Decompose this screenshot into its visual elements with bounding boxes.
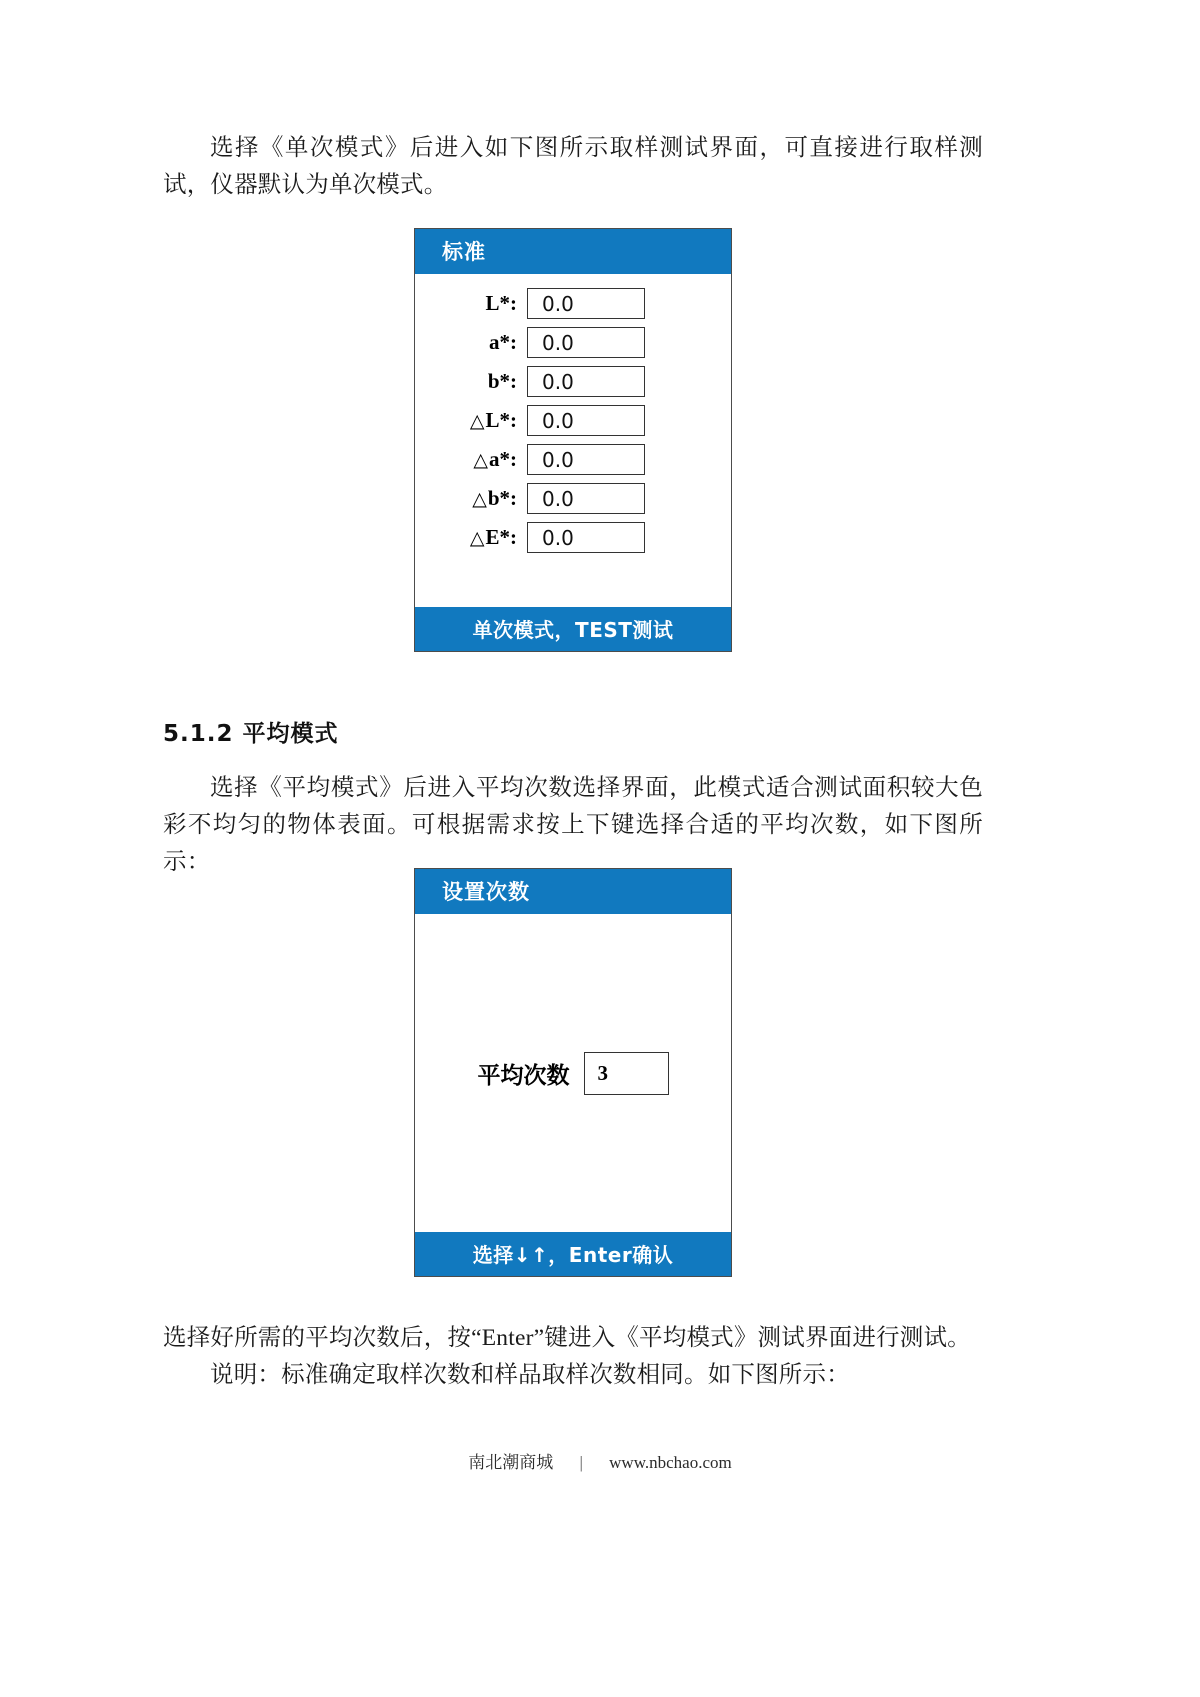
section-paragraph-block [163, 770, 983, 881]
field-label-delta-b [429, 486, 527, 511]
intro-paragraph-block [163, 130, 983, 204]
footer-site-name: 南北潮商城 [468, 1453, 554, 1472]
device-screen-average-wrapper [163, 868, 983, 1277]
footer-url: www.nbchao.com [609, 1453, 732, 1472]
field-row-l [415, 288, 731, 319]
average-count-label: 平均次数 [477, 1062, 570, 1088]
intro-paragraph: 选择《单次模式》后进入如下图所示取样测试界面，可直接进行取样测试，仪器默认为单次模式。 [163, 135, 983, 198]
section-heading-block [163, 715, 983, 748]
field-row-delta-l [415, 405, 731, 436]
screen-standard-title: 标准 [415, 229, 731, 274]
field-label-text-delta-l: L*: [485, 408, 517, 432]
section-paragraph: 选择《平均模式》后进入平均次数选择界面，此模式适合测试面积较大色彩不均匀的物体表面。可根据需求按上下键选择合适的平均次数，如下图所示： [163, 775, 983, 875]
field-row-delta-e [415, 522, 731, 553]
field-list-bottom-spacer [415, 561, 731, 597]
field-row-a [415, 327, 731, 358]
field-value-b[interactable]: 0.0 [527, 366, 645, 397]
field-label-delta-a [429, 447, 527, 472]
field-label-text-l: L*: [485, 291, 517, 315]
field-value-l[interactable]: 0.0 [527, 288, 645, 319]
field-row-delta-b [415, 483, 731, 514]
average-count-area [415, 914, 731, 1232]
field-label-a [429, 330, 527, 355]
screen-average-body [415, 914, 731, 1232]
field-label-l [429, 291, 527, 316]
field-label-delta-l [429, 408, 527, 433]
screen-average-statusbar: 选择↓↑，Enter确认 [415, 1232, 731, 1276]
device-screen-average [414, 868, 732, 1277]
closing-paragraph-1: 选择好所需的平均次数后，按“Enter”键进入《平均模式》测试界面进行测试。 [163, 1325, 971, 1351]
closing-paragraph-block [163, 1320, 983, 1394]
delta-triangle-icon: △ [469, 528, 485, 549]
field-label-delta-e [429, 525, 527, 550]
measurement-field-list [415, 274, 731, 607]
field-row-b [415, 366, 731, 397]
field-label-text-delta-b: b*: [487, 486, 517, 510]
page-footer [0, 1448, 1200, 1473]
closing-paragraph-2: 说明：标准确定取样次数和样品取样次数相同。如下图所示： [210, 1362, 850, 1388]
field-label-text-delta-a: a*: [489, 447, 517, 471]
field-value-delta-a[interactable]: 0.0 [527, 444, 645, 475]
average-count-row [478, 1052, 669, 1095]
screen-standard-statusbar: 单次模式，TEST测试 [415, 607, 731, 651]
delta-triangle-icon: △ [469, 411, 485, 432]
field-value-a[interactable]: 0.0 [527, 327, 645, 358]
device-screen-standard [414, 228, 732, 652]
delta-triangle-icon: △ [472, 489, 487, 510]
section-heading: 5.1.2 平均模式 [163, 721, 339, 747]
field-label-b [429, 369, 527, 394]
field-value-delta-b[interactable]: 0.0 [527, 483, 645, 514]
field-value-delta-l[interactable]: 0.0 [527, 405, 645, 436]
field-label-text-a: a*: [489, 330, 517, 354]
delta-triangle-icon: △ [473, 450, 488, 471]
field-label-text-b: b*: [487, 369, 517, 393]
field-value-delta-e[interactable]: 0.0 [527, 522, 645, 553]
footer-separator: | [579, 1453, 583, 1472]
average-count-input[interactable]: 3 [584, 1052, 669, 1095]
field-label-text-delta-e: E*: [485, 525, 517, 549]
device-screen-standard-wrapper [163, 228, 983, 652]
screen-standard-body [415, 274, 731, 607]
screen-average-title: 设置次数 [415, 869, 731, 914]
field-row-delta-a [415, 444, 731, 475]
